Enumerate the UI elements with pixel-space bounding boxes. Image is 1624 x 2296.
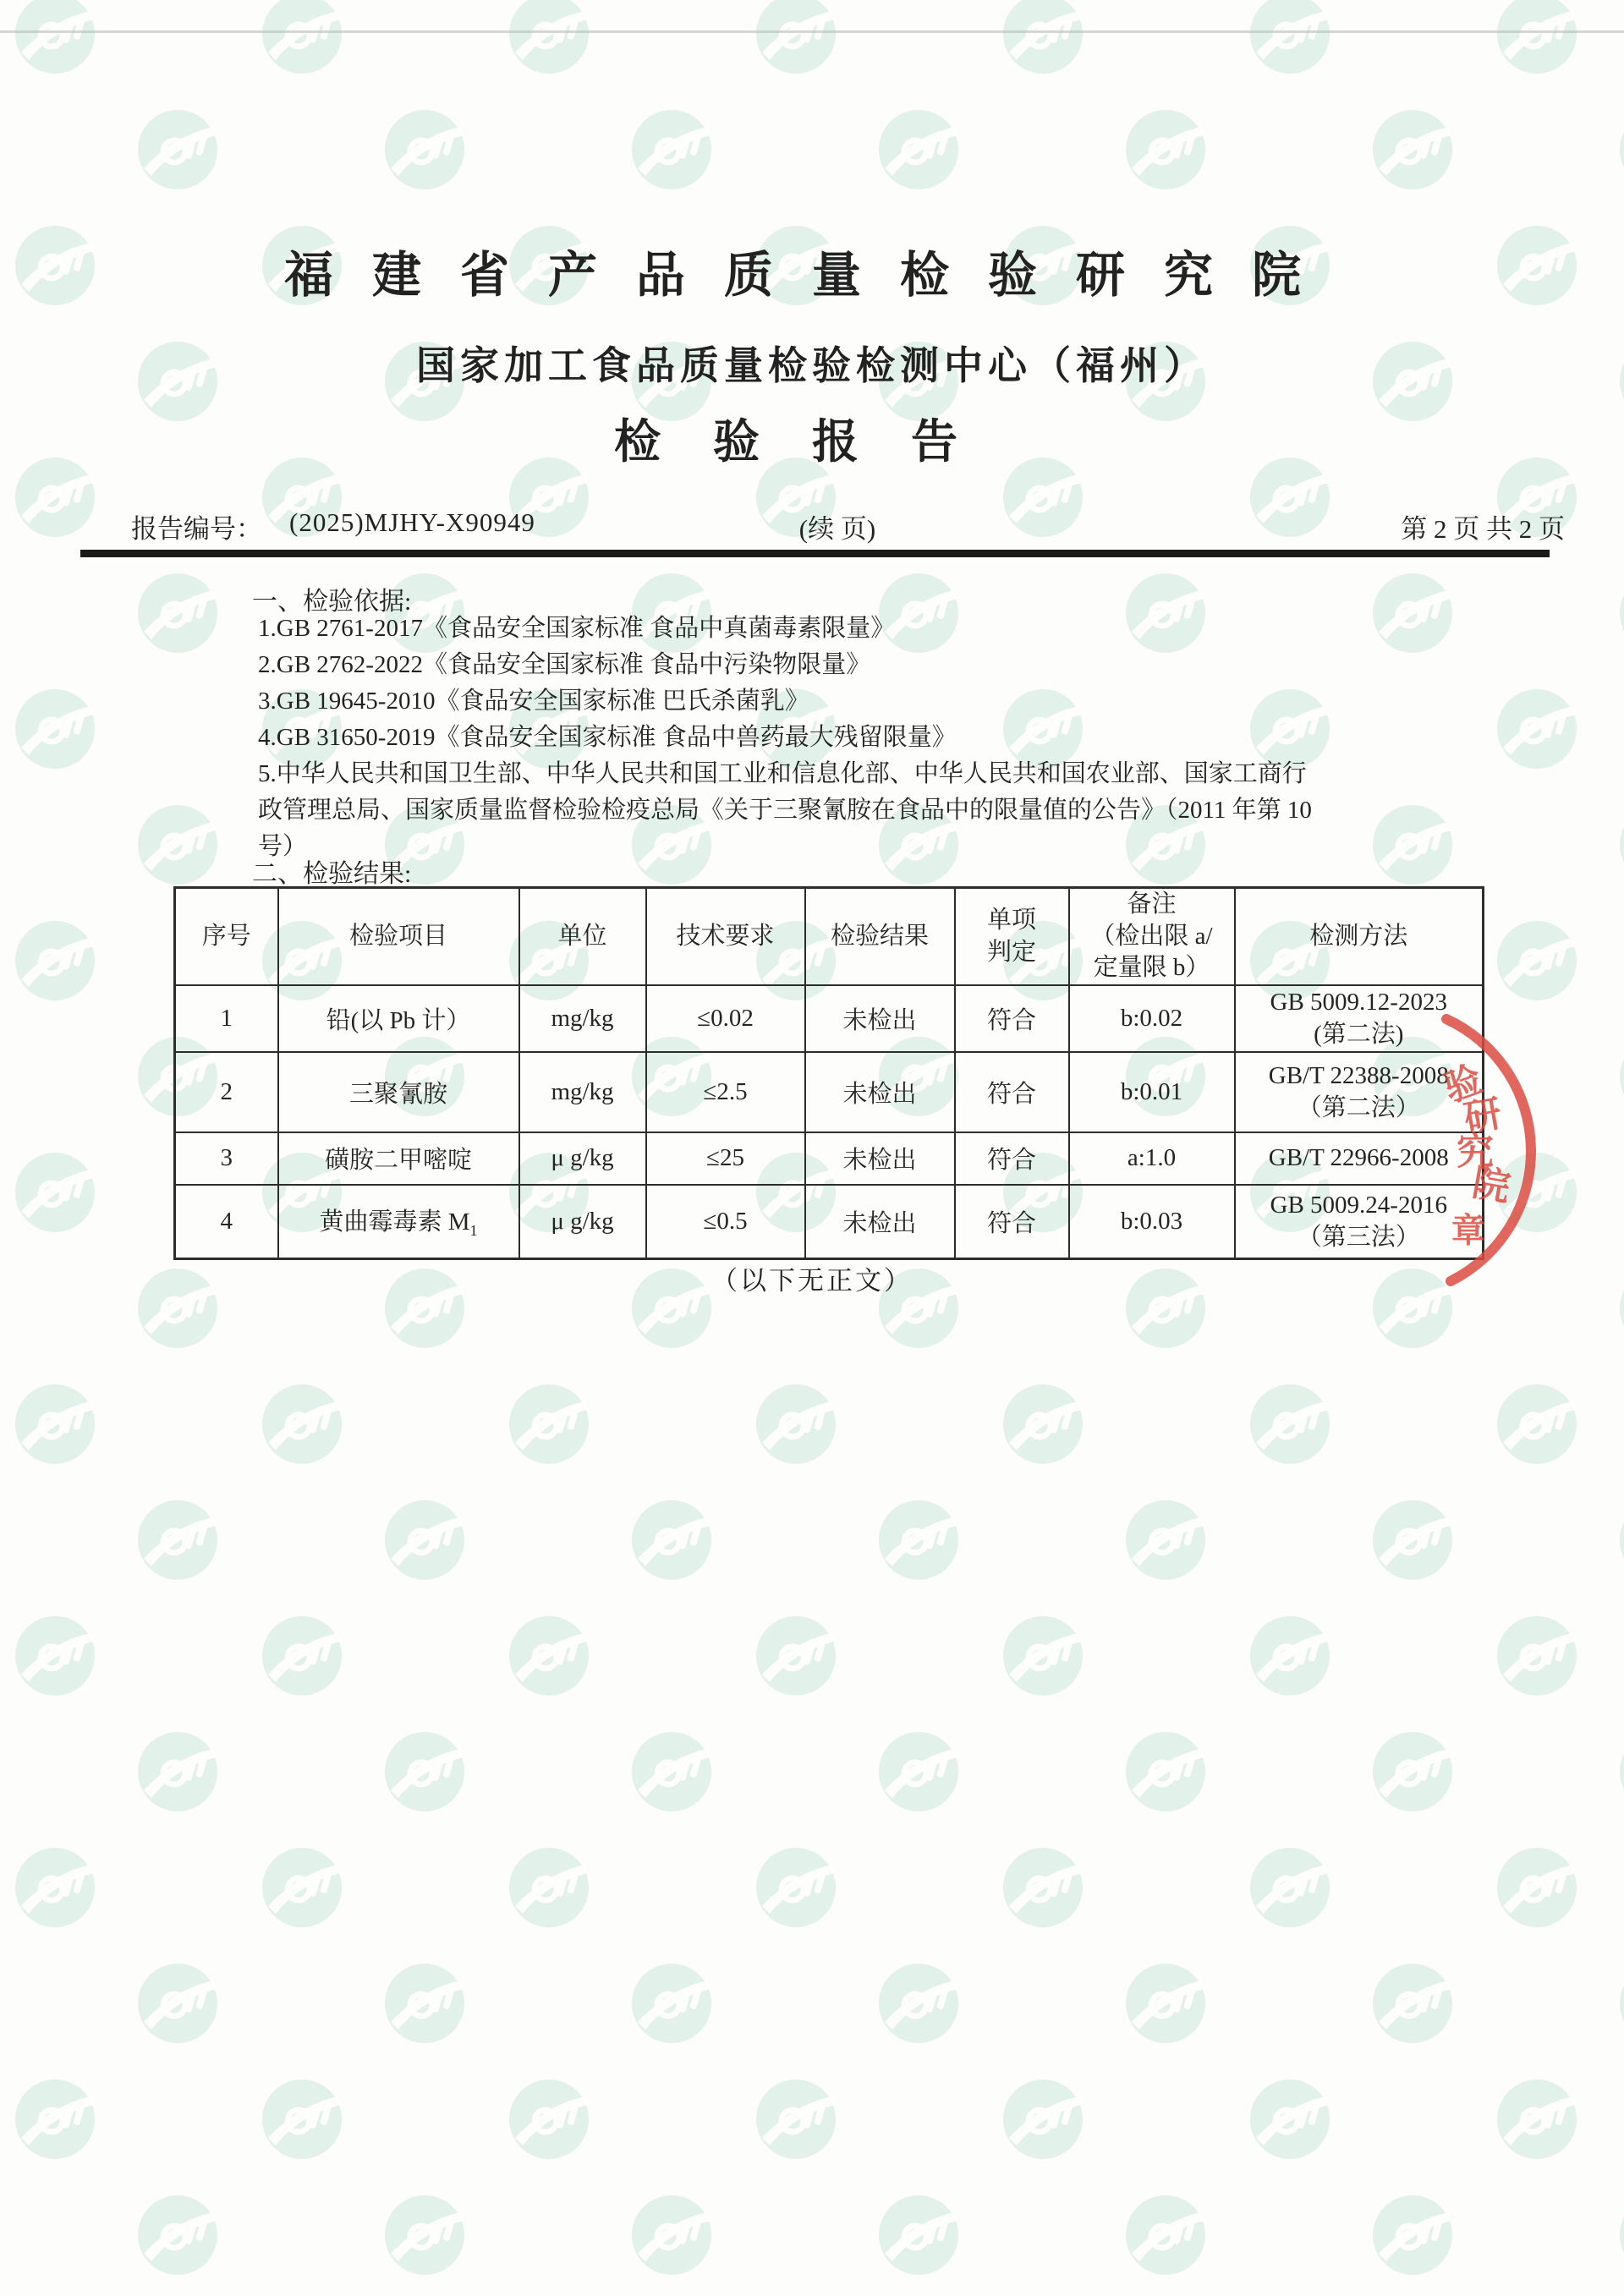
watermark-logo [756,1384,836,1464]
watermark-logo [1373,1964,1452,2043]
stamp-character: 究 [1457,1131,1494,1173]
stamp-bottom-character: 章 [1451,1211,1485,1250]
watermark-logo [15,1616,95,1696]
cell-item: 铅(以 Pb 计） [278,985,519,1052]
watermark-logo [1497,689,1577,769]
header-rule [80,550,1550,557]
col-header-3: 单位 [519,888,646,986]
basis-item-3: 3.GB 19645-2010《食品安全国家标准 巴氏杀菌乳》 [258,688,809,715]
watermark-logo [15,921,95,1000]
watermark-logo [632,1732,711,1811]
watermark-logo [15,1153,95,1232]
watermark-logo [756,1848,836,1927]
cell-requirement: ≤0.5 [646,1185,805,1259]
scan-edge-line [0,30,1624,33]
watermark-logo [1620,573,1624,653]
watermark-logo [1373,1500,1452,1580]
cell-method: GB/T 22388-2008 （第二法） [1235,1052,1484,1132]
watermark-logo [1126,1964,1205,2043]
watermark-logo [1373,110,1452,189]
end-of-text-note: （以下无正文） [711,1266,913,1296]
table-row [175,1185,1484,1259]
results-table-head [175,888,1484,986]
watermark-logo [1620,110,1624,189]
watermark-logo [262,0,342,74]
basis-item-4: 4.GB 31650-2019《食品安全国家标准 食品中兽药最大残留限量》 [258,724,957,751]
watermark-logo [879,2195,958,2275]
cell-requirement: ≤2.5 [646,1052,805,1132]
watermark-logo [1620,1964,1624,2043]
cell-judgement: 符合 [955,1132,1069,1185]
watermark-logo [138,110,217,189]
watermark-logo [1497,1848,1577,1927]
watermark-logo [15,689,95,769]
national-center-title: 国家加工食品质量检验检测中心（福州） [416,344,1208,387]
cell-no: 2 [175,1052,278,1132]
basis-list [258,611,1459,865]
institute-title: 福建省产品质量检验研究院 [283,248,1340,303]
results-table [173,886,1484,1260]
watermark-logo [1620,805,1624,885]
watermark-logo [1620,1037,1624,1116]
cell-judgement: 符合 [955,1052,1069,1132]
watermark-logo [1250,1384,1330,1464]
watermark-logo [1620,2195,1624,2275]
col-header-6: 单项 判定 [955,888,1069,986]
watermark-logo [262,2080,342,2159]
watermark-logo [879,1500,958,1580]
basis-item-5: 5.中华人民共和国卫生部、中华人民共和国工业和信息化部、中华人民共和国农业部、国家工商行 [258,760,1307,787]
report-no-value: (2025)MJHY-X90949 [289,507,535,537]
cell-unit: mg/kg [519,985,646,1052]
watermark-logo [632,1964,711,2043]
watermark-logo [1497,921,1577,1000]
col-header-1: 序号 [175,888,278,986]
watermark-logo [15,1848,95,1927]
table-row [175,985,1484,1052]
watermark-logo [509,2080,589,2159]
watermark-logo [262,1616,342,1696]
watermark-logo [385,1500,464,1580]
watermark-logo [1126,1500,1205,1580]
cell-item: 三聚氰胺 [278,1052,519,1132]
watermark-logo [262,1848,342,1927]
watermark-logo [1497,1616,1577,1696]
cell-result: 未检出 [805,1185,955,1259]
watermark-logo [756,0,836,74]
watermark-logo [1620,1732,1624,1811]
watermark-logo [879,1964,958,2043]
watermark-logo [1003,1848,1083,1927]
col-header-7: 备注 （检出限 a/ 定量限 b） [1069,888,1235,986]
results-heading: 二、检验结果: [252,860,412,888]
cell-method: GB 5009.12-2023 (第二法) [1235,985,1484,1052]
watermark-logo [15,2080,95,2159]
col-header-8: 检测方法 [1235,888,1484,986]
watermark-logo [756,2080,836,2159]
watermark-logo [385,2195,464,2275]
watermark-logo [15,0,95,74]
stamp-character: 院 [1469,1162,1513,1209]
cell-unit: μ g/kg [519,1185,646,1259]
basis-item-5-cont: 政管理总局、国家质量监督检验检疫总局《关于三聚氰胺在食品中的限量值的公告》（2011 年第 10 [258,797,1312,824]
watermark-logo [138,1732,217,1811]
watermark-logo [138,805,217,885]
basis-heading: 一、检验依据: [252,588,412,616]
watermark-logo [509,1848,589,1927]
watermark-logo [385,1964,464,2043]
table-row [175,1132,1484,1185]
page-indicator: 第 2 页 共 2 页 [1401,514,1565,544]
watermark-logo [632,1500,711,1580]
cell-result: 未检出 [805,1132,955,1185]
watermark-logo [1003,2080,1083,2159]
watermark-logo [632,110,711,189]
basis-item-5-cont: 号） [258,833,308,860]
cell-item: 黄曲霉毒素 $M_1$ [278,1185,519,1259]
item-subscript: 1 [469,1222,478,1240]
col-header-4: 技术要求 [646,888,805,986]
watermark-logo [1250,2080,1330,2159]
cell-requirement: ≤0.02 [646,985,805,1052]
watermark-logo [1250,1616,1330,1696]
watermark-logo [1003,1384,1083,1464]
watermark-logo [385,1732,464,1811]
cell-method: GB 5009.24-2016 （第三法） [1235,1185,1484,1259]
cell-remark: b:0.03 [1069,1185,1235,1259]
watermark-logo [632,2195,711,2275]
cell-method: GB/T 22966-2008 [1235,1132,1484,1185]
cell-item: 磺胺二甲嘧啶 [278,1132,519,1185]
watermark-logo [1620,1500,1624,1580]
basis-item-1: 1.GB 2761-2017《食品安全国家标准 食品中真菌毒素限量》 [258,615,896,642]
stamp-character: 验 [1438,1058,1489,1110]
cell-result: 未检出 [805,1052,955,1132]
continuation-note: (续 页) [798,514,876,544]
cell-no: 1 [175,985,278,1052]
cell-remark: b:0.01 [1069,1052,1235,1132]
cell-requirement: ≤25 [646,1132,805,1185]
watermark-logo [509,1616,589,1696]
watermark-logo [1497,0,1577,74]
watermark-logo [262,1384,342,1464]
watermark-logo [1126,2195,1205,2275]
watermark-logo [1250,0,1330,74]
watermark-logo [1497,1384,1577,1464]
watermark-logo [138,1500,217,1580]
watermark-logo [1250,1848,1330,1927]
cell-judgement: 符合 [955,985,1069,1052]
cell-remark: a:1.0 [1069,1132,1235,1185]
watermark-logo [138,1964,217,2043]
watermark-logo [509,1384,589,1464]
cell-result: 未检出 [805,985,955,1052]
watermark-logo [756,1616,836,1696]
basis-item-2: 2.GB 2762-2022《食品安全国家标准 食品中污染物限量》 [258,651,871,678]
watermark-logo [509,0,589,74]
watermark-logo [1126,110,1205,189]
cell-unit: mg/kg [519,1052,646,1132]
cell-judgement: 符合 [955,1185,1069,1259]
watermark-logo [1126,1732,1205,1811]
watermark-logo [138,2195,217,2275]
report-doc-title: 检验报告 [613,416,1010,468]
watermark-logo [1373,1732,1452,1811]
cell-no: 3 [175,1132,278,1185]
watermark-logo [385,110,464,189]
cell-no: 4 [175,1185,278,1259]
watermark-logo [138,573,217,653]
watermark-logo [879,1732,958,1811]
cell-unit: μ g/kg [519,1132,646,1185]
cell-remark: b:0.02 [1069,985,1235,1052]
report-no-label: 报告编号： [131,514,262,544]
watermark-logo [1497,2080,1577,2159]
col-header-2: 检验项目 [278,888,519,986]
stamp-character: 研 [1461,1093,1505,1140]
table-row [175,1052,1484,1132]
watermark-logo [15,1384,95,1464]
watermark-logo [1497,1153,1577,1232]
col-header-5: 检验结果 [805,888,955,986]
watermark-logo [1373,2195,1452,2275]
watermark-logo [1003,1616,1083,1696]
watermark-logo [1003,0,1083,74]
watermark-logo [879,110,958,189]
